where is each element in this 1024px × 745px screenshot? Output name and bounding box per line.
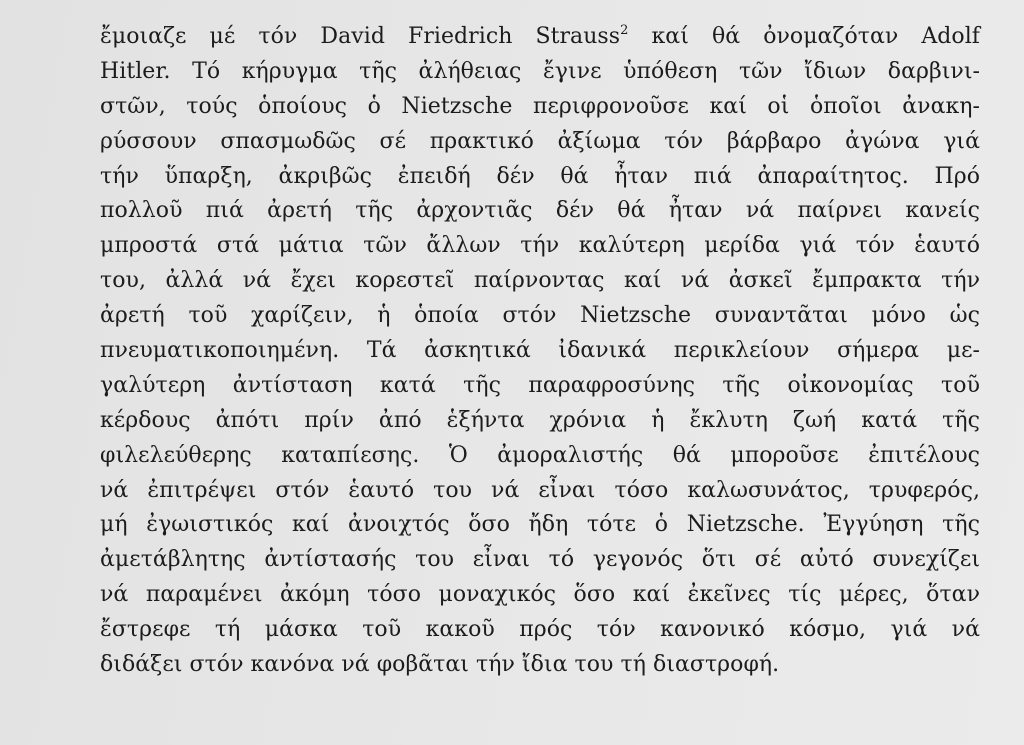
text-line-12: κέρδους ἀπότι πρίν ἀπό ἑξήντα χρόνια ἡ ἔκλυτη ζωή κατά τῆς (100, 407, 980, 433)
text-line-5: τήν ὕπαρξη, ἀκριβῶς ἐπειδή δέν θά ἦταν πιά ἀπαραίτητος. Πρό (100, 163, 980, 189)
text-line-7: μπροστά στά μάτια τῶν ἄλλων τήν καλύτερη μερίδα γιά τόν ἑαυτό (100, 233, 980, 259)
text-line-18: ἔστρεφε τή μάσκα τοῦ κακοῦ πρός τόν κανονικό κόσμο, γιά νά (100, 617, 980, 643)
text-line-11: γαλύτερη ἀντίσταση κατά τῆς παραφροσύνης τῆς οἰκονομίας τοῦ (100, 372, 980, 398)
text-line-16: ἀμετάβλητης ἀντίστασής του εἶναι τό γεγονός ὅτι σέ αὐτό συνεχίζει (100, 547, 980, 573)
text-line-4: ρύσσουν σπασμωδῶς σέ πρακτικό ἀξίωμα τόν βάρβαρο ἀγώνα γιά (100, 128, 980, 154)
text-line-9: ἀρετή τοῦ χαρίζειν, ἡ ὁποία στόν Nietzsche συναντᾶται μόνο ὡς (100, 303, 980, 329)
body-paragraph (100, 20, 980, 683)
text-line-3: στῶν, τούς ὁποίους ὁ Nietzsche περιφρονοῦσε καί οἱ ὁποῖοι ἀνακη- (100, 93, 980, 119)
text-line-1-end: καί θά ὀνομαζόταν Adolf (628, 24, 980, 49)
text-line-10: πνευματικοποιημένη. Τά ἀσκητικά ἰδανικά περικλείουν σήμερα με- (100, 338, 980, 364)
text-line-17: νά παραμένει ἀκόμη τόσο μοναχικός ὅσο καί ἐκεῖνες τίς μέρες, ὅταν (100, 582, 980, 608)
footnote-marker: 2 (620, 23, 629, 38)
text-line-1-start: ἔμοιαζε μέ τόν David Friedrich Strauss (100, 24, 621, 49)
text-line-15: μή ἐγωιστικός καί ἀνοιχτός ὅσο ἤδη τότε ὁ Nietzsche. Ἐγγύηση τῆς (100, 512, 980, 538)
text-line-6: πολλοῦ πιά ἀρετή τῆς ἀρχοντιᾶς δέν θά ἦταν νά παίρνει κανείς (100, 198, 980, 224)
text-line-13: φιλελεύθερης καταπίεσης. Ὁ ἀμοραλιστής θά μποροῦσε ἐπιτέλους (100, 442, 980, 468)
text-line-8: του, ἀλλά νά ἔχει κορεστεῖ παίρνοντας καί νά ἀσκεῖ ἔμπρακτα τήν (100, 268, 980, 294)
text-line-1 (100, 20, 980, 55)
text-line-19: διδάξει στόν κανόνα νά φοβᾶται τήν ἴδια του τή διαστροφή. (100, 652, 780, 678)
text-line-14: νά ἐπιτρέψει στόν ἑαυτό του νά εἶναι τόσο καλωσυνάτος, τρυφερός, (100, 477, 980, 503)
text-line-2: Hitler. Τό κήρυγμα τῆς ἀλήθειας ἔγινε ὑπόθεση τῶν ἴδιων δαρβινι- (100, 58, 980, 84)
